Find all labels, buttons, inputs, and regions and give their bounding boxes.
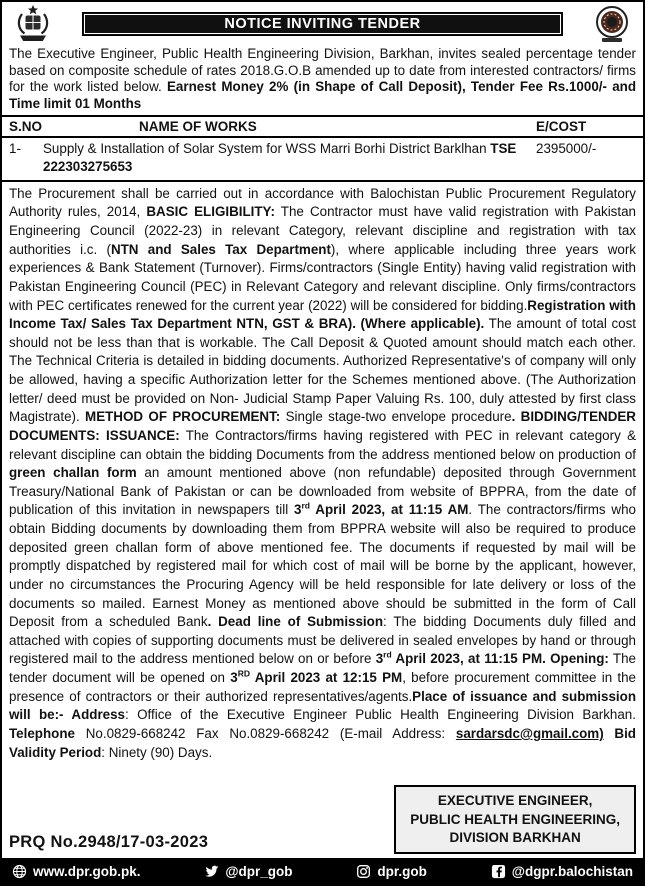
facebook-icon <box>491 864 506 879</box>
signature-box <box>394 785 636 854</box>
works-table-header <box>2 117 643 138</box>
instagram-icon <box>356 864 371 879</box>
signature-line: EXECUTIVE ENGINEER, <box>437 793 593 809</box>
row-sno: 1- <box>9 141 21 157</box>
page-title: NOTICE INVITING TENDER <box>224 16 421 32</box>
notice-title-bar <box>82 12 563 36</box>
intro-paragraph: The Executive Engineer, Public Health Engineering Division, Barkhan, invites sealed percentage tender based on composite schedule of rates 2018.G.O.B amended up to date from interested contractors/ firms for the work listed below. Earnest Money 2% (in Shape of Call Deposit), Tender Fee Rs.1000/- and Time limit 01 Months <box>9 46 637 111</box>
procurement-terms-paragraph: The Procurement shall be carried out in accordance with Balochistan Public Procurement Regulatory Authority rules, 2014, BASIC ELIGIBILITY: The Contractor must have valid registration with Pakistan Engineering Council (2022-23) in relevant Category, relevant discipline and registration with tax authorities i.c. (NTN and Sales Tax Department), where applicable including three years work experiences & Bank Statement (Turnover). Firms/contractors (Single Entity) having valid registration with Pakistan Engineering Council (PEC) in Relevant Category and relevant discipline. Only firms/contractors with PEC certificates renewed for the current year (2022) will be considered for bidding.Registration with Income Tax/ Sales Tax Department NTN, GST & BRA). (Where applicable). The amount of total cost should not be less than that is workable. The Call Deposit & Quoted amount should match each other. The Technical Criteria is detailed in bidding documents. Authorized Representative's of company will only be allowed, having a specific Authorization letter for the Schemes mentioned above. (The Authorization letter/ deed must be provided on Non- Judicial Stamp Paper Valuing Rs. 100, duly attested by first class Magistrate). METHOD OF PROCUREMENT: Single stage-two envelope procedure. BIDDING/TENDER DOCUMENTS: ISSUANCE: The Contractors/firms having registered with PEC in relevant category & relevant discipline can obtain the bidding Documents from the address mentioned below on production of green challan form an amount mentioned above (non refundable) deposited through Government Treasury/National Bank of Pakistan or can be downloaded from website of BPPRA, from the date of publication of this invitation in newspapers till 3rd April 2023, at 11:15 AM. The contractors/firms who obtain Bidding documents by downloading them from BPPRA website will also be required to produce deposited green challan form of above mentioned fee. The documents if requested by mail will be promptly dispatched by registered mail for which cost of mail will be borne by the applicant, however, under no circumstances the Procuring Agency will be held responsible for late delivery or loss of the documents so mailed. Earnest Money as mentioned above should be submitted in the form of Call Deposit from a scheduled Bank. Dead line of Submission: The bidding Documents duly filled and attached with copies of supporting documents must be delivered in sealed envelopes by hand or through registered mail to the address mentioned below on or before 3rd April 2023, at 11:15 PM. Opening: The tender document will be opened on 3RD April 2023 at 12:15 PM, before procurement committee in the presence of contractors or their authorized representatives/agents.Place of issuance and submission will be:- Address: Office of the Executive Engineer Public Health Engineering Division Barkhan. Telephone No.0829-668242 Fax No.0829-668242 (E-mail Address: sardarsdc@gmail.com) Bid Validity Period: Ninety (90) Days. <box>9 185 637 760</box>
footer-twitter <box>204 864 292 879</box>
footer-facebook <box>491 864 633 879</box>
footer-instagram <box>356 864 427 879</box>
bottom-row <box>2 783 643 858</box>
works-table <box>2 115 643 181</box>
col-header-name-of-works: NAME OF WORKS <box>139 119 257 135</box>
footer-website-label: www.dpr.gob.pk. <box>33 863 141 879</box>
row-work-name: Supply & Installation of Solar System for WSS Marri Borhi District Barklhan TSE 222303275653 <box>43 141 517 174</box>
footer-bar <box>2 858 643 884</box>
signature-line: PUBLIC HEALTH ENGINEERING, <box>410 811 620 827</box>
government-crest-logo <box>10 4 56 44</box>
footer-twitter-label: @dpr_gob <box>225 863 293 879</box>
table-row <box>2 138 643 181</box>
footer-facebook-label: @dgpr.balochistan <box>511 863 633 879</box>
footer-instagram-label: dpr.gob <box>377 863 427 879</box>
row-estimated-cost: 2395000/- <box>536 141 597 157</box>
balochistan-emblem-logo <box>589 4 635 44</box>
col-header-sno: S.NO <box>9 119 43 135</box>
col-header-ecost: E/COST <box>536 119 587 135</box>
signature-line: DIVISION BARKHAN <box>449 829 581 845</box>
twitter-icon <box>204 864 219 879</box>
notice-header <box>2 2 643 44</box>
footer-website <box>12 864 141 879</box>
prq-number: PRQ No.2948/17-03-2023 <box>9 833 209 851</box>
globe-icon <box>12 864 27 879</box>
